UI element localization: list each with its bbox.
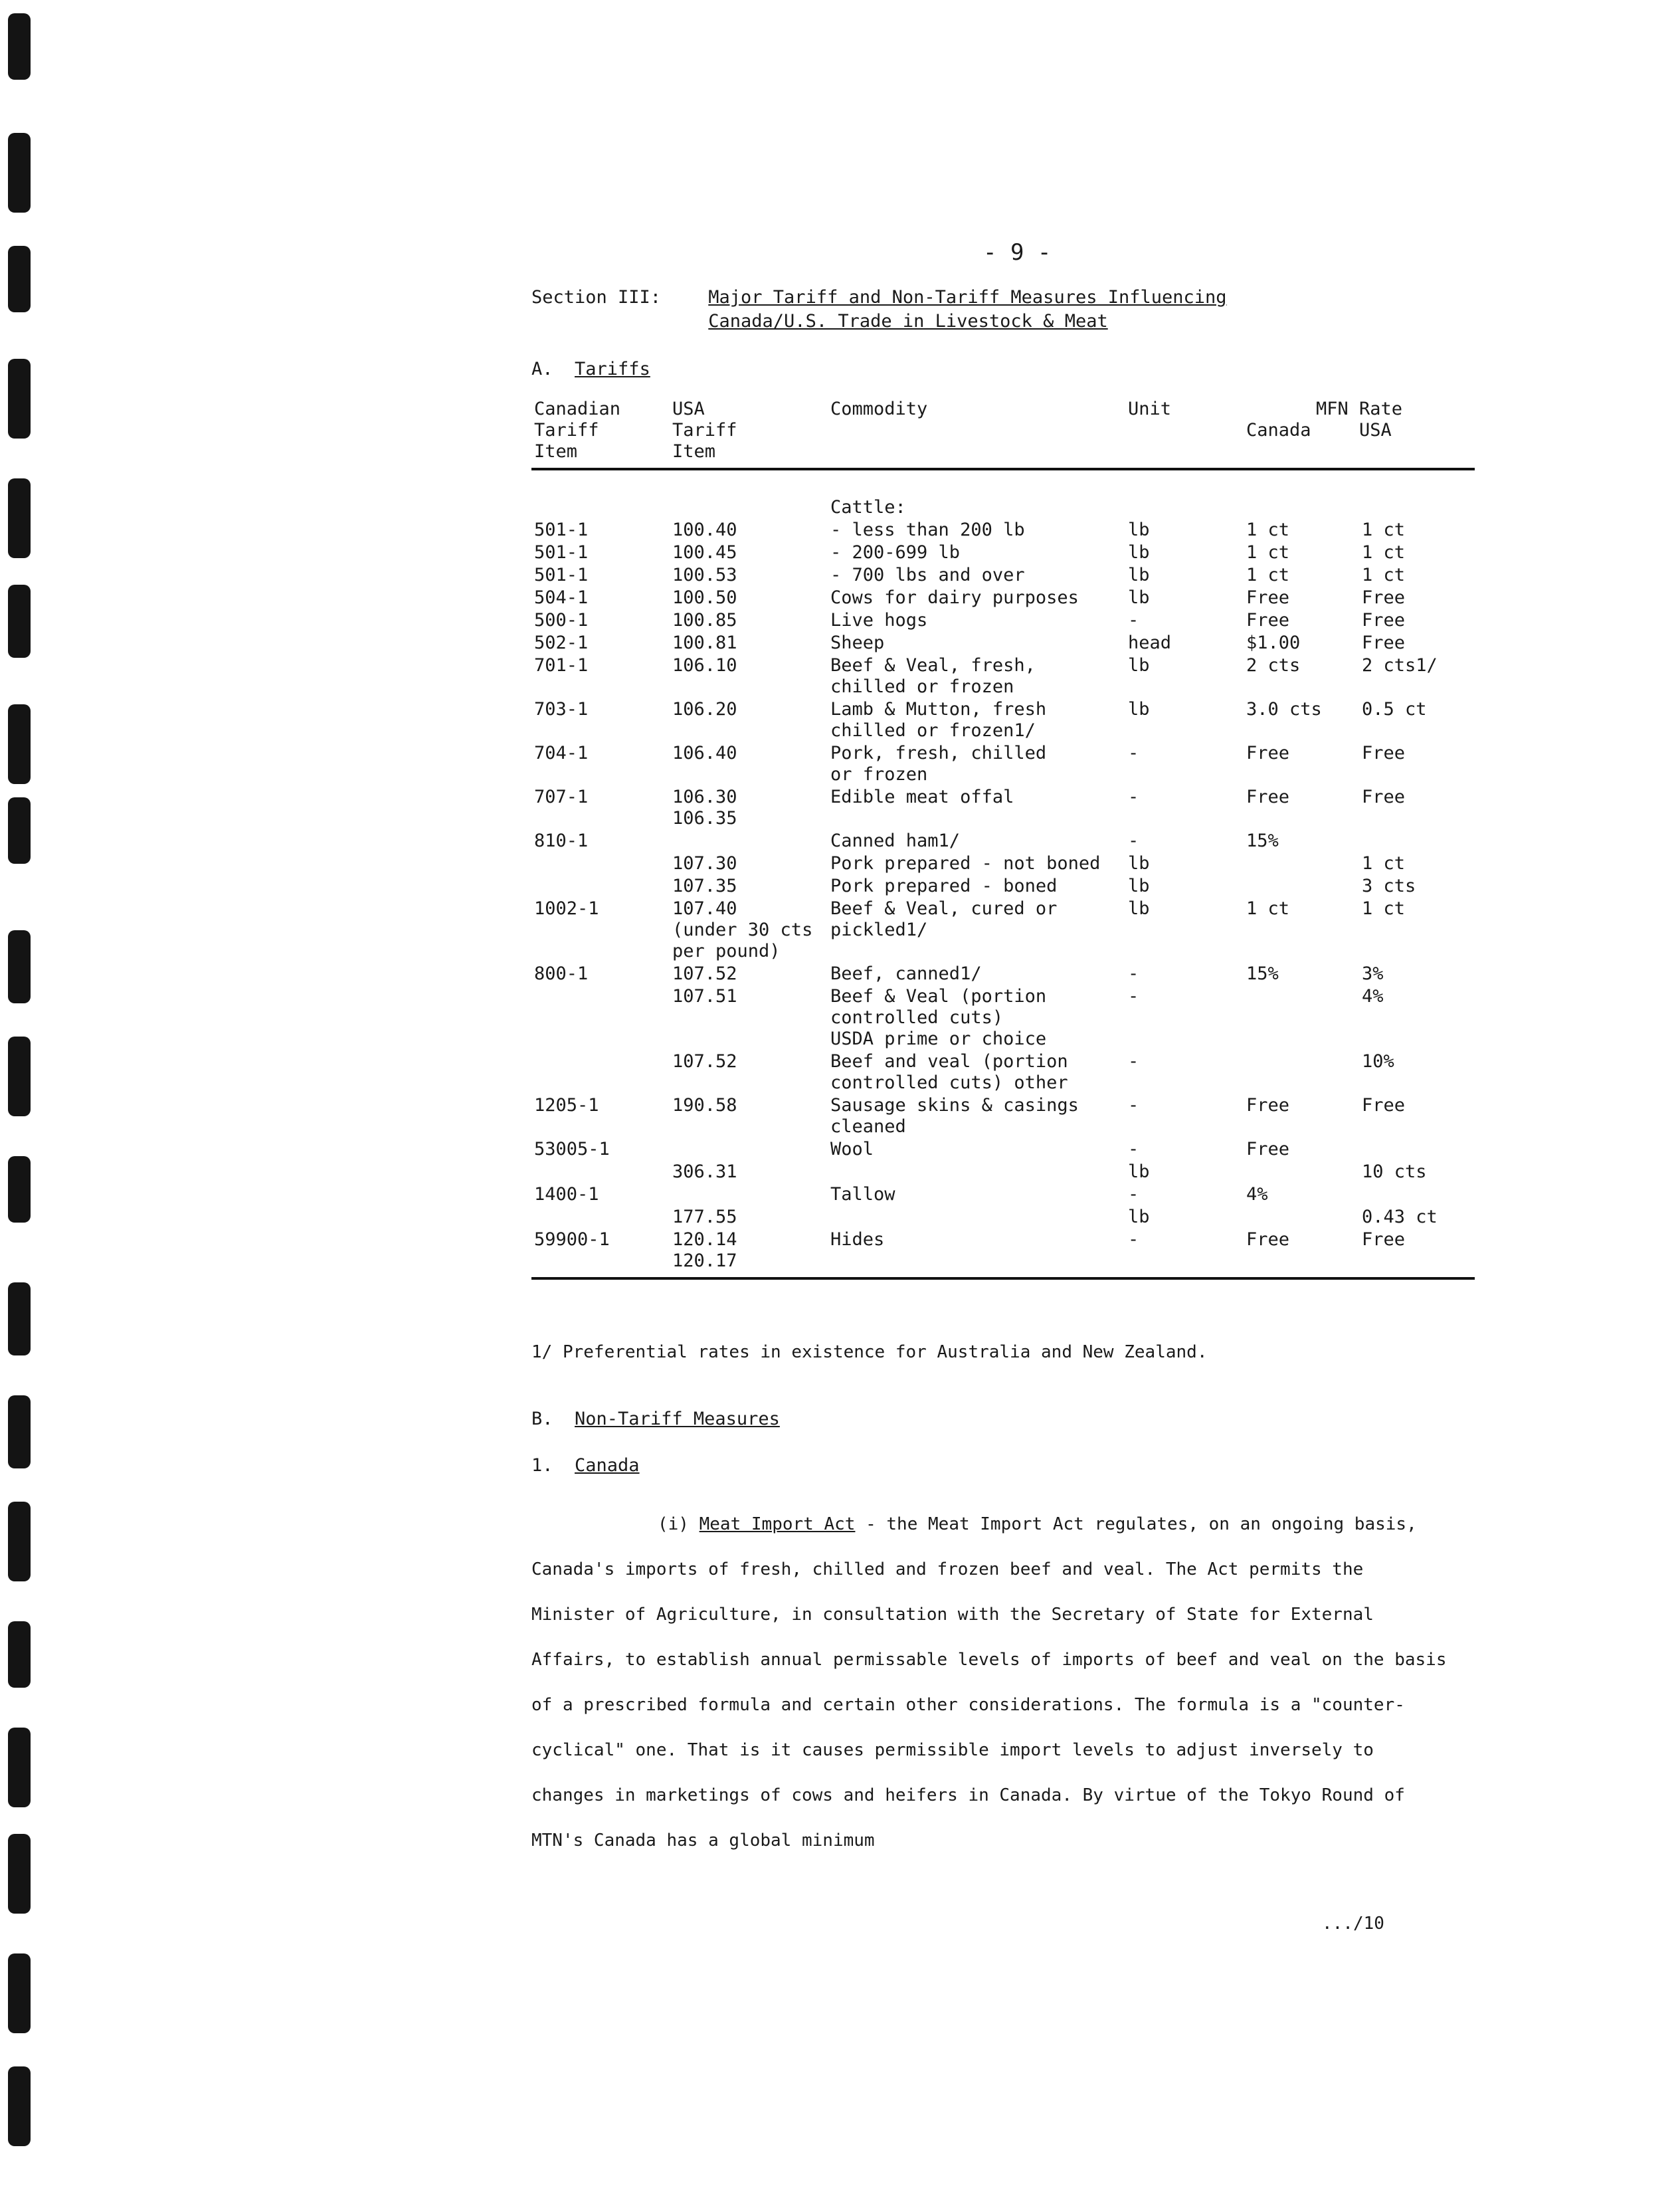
cell-mfn-usa (1359, 830, 1475, 852)
cell-usa-item: 100.40 (672, 520, 737, 540)
cell-commodity: Cattle: (830, 497, 906, 518)
cell-canadian-item: 501-1 (534, 565, 589, 585)
cell-canadian-item: 701-1 (534, 655, 589, 676)
cell-usa-item: 306.31 (672, 1161, 737, 1182)
cell-mfn-usa: Free (1359, 1229, 1475, 1278)
cell-canadian-item: 800-1 (534, 963, 589, 984)
table-row (531, 1206, 1475, 1229)
cell-mfn-canada: 15% (1246, 831, 1279, 851)
cell-commodity: - 200-699 lb (830, 542, 961, 563)
cell-mfn-canada: 4% (1246, 1184, 1268, 1205)
cell-canadian-item: 59900-1 (531, 1229, 670, 1278)
cell-unit: - (1128, 986, 1139, 1007)
col-usa-tariff-item: USA Tariff Item (670, 399, 828, 469)
cell-mfn-canada: 1 ct (1246, 520, 1290, 540)
cell-mfn-usa: 1 ct (1362, 520, 1406, 540)
cell-mfn-canada (1244, 985, 1359, 1050)
cell-canadian-item: 810-1 (534, 831, 589, 851)
binding-holes (0, 0, 80, 2198)
cell-usa-item: 107.52 (672, 1051, 737, 1072)
table-row (531, 852, 1475, 875)
table-row (531, 875, 1475, 898)
col-commodity: Commodity (828, 399, 1125, 469)
mfn-rate-label: MFN Rate (1315, 399, 1403, 419)
cell-canadian-item: 500-1 (534, 610, 589, 631)
cell-canadian-item: 703-1 (534, 699, 589, 720)
cell-unit: head (1128, 633, 1172, 653)
cell-commodity: Beef & Veal, cured or pickled1/ (830, 898, 1058, 940)
cell-mfn-canada: 1 ct (1246, 565, 1290, 585)
cell-unit (1125, 469, 1244, 519)
cell-mfn-canada: 15% (1246, 963, 1279, 984)
tariff-table (531, 399, 1475, 1280)
non-tariff-heading (531, 1409, 780, 1429)
cell-commodity: Wool (830, 1139, 874, 1159)
canada-heading (531, 1455, 640, 1476)
cell-commodity: Beef, canned1/ (830, 963, 982, 984)
cell-canadian-item: 704-1 (534, 743, 589, 763)
table-row (531, 830, 1475, 852)
cell-commodity: Live hogs (830, 610, 928, 631)
table-footnote: 1/ Preferential rates in existence for Australia and New Zealand. (531, 1342, 1208, 1362)
cell-mfn-usa: 1 ct (1362, 898, 1406, 919)
cell-unit: lb (1128, 876, 1150, 896)
cell-canadian-item: 1205-1 (534, 1095, 599, 1116)
cell-mfn-usa: 10 cts (1362, 1161, 1427, 1182)
cell-mfn-usa: 0.5 ct (1362, 699, 1427, 720)
cell-canadian-item: 501-1 (534, 520, 589, 540)
cell-usa-item: 120.14 120.17 (670, 1229, 828, 1278)
cell-unit: - (1128, 963, 1139, 984)
cell-mfn-canada: 2 cts (1246, 655, 1301, 676)
cell-unit: lb (1128, 898, 1150, 919)
cell-mfn-usa: Free (1362, 787, 1406, 807)
cell-commodity: Pork, fresh, chilled or frozen (830, 743, 1047, 785)
tariffs-heading (531, 359, 650, 379)
cell-mfn-usa: 1 ct (1362, 565, 1406, 585)
cell-mfn-usa: 3% (1362, 963, 1384, 984)
section-title-line: Major Tariff and Non-Tariff Measures Influencing (708, 287, 1227, 308)
col-canadian-tariff-item: Canadian Tariff Item (531, 399, 670, 469)
cell-unit: - (1128, 610, 1139, 631)
cell-commodity: - less than 200 lb (830, 520, 1025, 540)
cell-unit: lb (1128, 520, 1150, 540)
cell-canadian-item: 1002-1 (534, 898, 599, 919)
cell-usa-item: 100.45 (672, 542, 737, 563)
cell-commodity: Beef and veal (portion controlled cuts) other (830, 1051, 1068, 1093)
cell-mfn-usa: Free (1362, 743, 1406, 763)
heading-title: Canada (575, 1455, 640, 1476)
cell-mfn-usa: Free (1362, 633, 1406, 653)
cell-usa-item: 100.53 (672, 565, 737, 585)
cell-commodity: Tallow (830, 1184, 895, 1205)
table-row (531, 1161, 1475, 1183)
cell-usa-item: 106.20 (672, 699, 737, 720)
cell-mfn-canada (1244, 1161, 1359, 1183)
cell-usa-item (670, 830, 828, 852)
cell-canadian-item (531, 875, 670, 898)
cell-mfn-usa: 1 ct (1362, 542, 1406, 563)
cell-commodity (828, 1161, 1125, 1183)
cell-unit: lb (1128, 587, 1150, 608)
cell-usa-item: 100.85 (672, 610, 737, 631)
cell-canadian-item (531, 985, 670, 1050)
cell-mfn-usa: 0.43 ct (1362, 1207, 1438, 1227)
cell-mfn-canada (1244, 1050, 1359, 1094)
section-label: Section III: (531, 287, 662, 308)
heading-letter: B. (531, 1409, 553, 1429)
cell-usa-item: 107.52 (672, 963, 737, 984)
table-row (531, 1094, 1475, 1138)
cell-canadian-item (531, 469, 670, 519)
cell-mfn-usa: Free (1362, 587, 1406, 608)
cell-canadian-item (531, 1050, 670, 1094)
table-row (531, 1050, 1475, 1094)
paragraph-term: Meat Import Act (699, 1514, 856, 1534)
cell-commodity: - 700 lbs and over (830, 565, 1025, 585)
heading-number: 1. (531, 1455, 553, 1476)
paragraph-lead: (i) (658, 1514, 689, 1534)
cell-mfn-canada (1244, 469, 1359, 519)
meat-import-act-paragraph (531, 1502, 1448, 1863)
cell-usa-item: 106.10 (672, 655, 737, 676)
section-title (708, 286, 1226, 334)
cell-unit: - (1128, 743, 1139, 763)
table-row (531, 564, 1475, 587)
paragraph-text: - the Meat Import Act regulates, on an ongoing basis, Canada's imports of fresh, chilled and frozen beef and veal. The Act permits the Minister of Agriculture, in consultation with the Secretary of State for External Affairs, to establish annual permissable levels of imports of beef and veal on the basis of a prescribed formula and certain other considerations. The formula is a "counter-cyclical" one. That is it causes permissible import levels to adjust inversely to changes in marketings of cows and heifers in Canada. By virtue of the Tokyo Round of MTN's Canada has a global minimum (531, 1514, 1447, 1850)
table-row (531, 1138, 1475, 1161)
cell-commodity: Edible meat offal (830, 787, 1014, 807)
cell-usa-item: 190.58 (672, 1095, 737, 1116)
cell-usa-item (670, 1183, 828, 1206)
cell-commodity: Beef & Veal, fresh, chilled or frozen (830, 655, 1036, 697)
table-row (531, 542, 1475, 564)
cell-usa-item: 177.55 (672, 1207, 737, 1227)
table-row (531, 1183, 1475, 1206)
cell-unit: lb (1128, 1161, 1150, 1182)
cell-usa-item (670, 1138, 828, 1161)
cell-commodity: Hides (828, 1229, 1125, 1278)
cell-mfn-canada (1244, 1206, 1359, 1229)
cell-commodity (828, 1206, 1125, 1229)
cell-mfn-usa: 2 cts1/ (1362, 655, 1438, 676)
cell-mfn-usa (1359, 1183, 1475, 1206)
cell-unit: lb (1128, 853, 1150, 874)
cell-usa-item: 106.40 (672, 743, 737, 763)
cell-mfn-canada: Free (1246, 610, 1290, 631)
cell-unit: lb (1128, 542, 1150, 563)
cell-unit: lb (1128, 699, 1150, 720)
cell-commodity: Lamb & Mutton, fresh chilled or frozen1/ (830, 699, 1047, 741)
cell-mfn-canada: 3.0 cts (1246, 699, 1322, 720)
cell-mfn-usa (1359, 469, 1475, 519)
table-row (531, 654, 1475, 698)
tariff-table-body (531, 469, 1475, 1278)
table-row (531, 469, 1475, 519)
cell-commodity: Canned ham1/ (830, 831, 961, 851)
cell-unit: - (1128, 1184, 1139, 1205)
cell-commodity: Cows for dairy purposes (830, 587, 1079, 608)
cell-mfn-canada: $1.00 (1246, 633, 1301, 653)
cell-canadian-item: 501-1 (534, 542, 589, 563)
cell-canadian-item: 504-1 (534, 587, 589, 608)
table-row (531, 985, 1475, 1050)
cell-mfn-usa (1359, 1138, 1475, 1161)
cell-usa-item (670, 469, 828, 519)
cell-canadian-item: 53005-1 (534, 1139, 610, 1159)
col-mfn-usa: USA (1359, 420, 1392, 441)
table-row (531, 1229, 1475, 1278)
cell-canadian-item: 502-1 (534, 633, 589, 653)
continued-marker: .../10 (1322, 1914, 1384, 1934)
cell-mfn-usa: Free (1362, 610, 1406, 631)
cell-canadian-item: 707-1 (534, 787, 589, 807)
cell-mfn-canada: Free (1246, 743, 1290, 763)
section-title-line: Canada/U.S. Trade in Livestock & Meat (708, 311, 1108, 332)
cell-mfn-canada (1244, 875, 1359, 898)
cell-commodity: Sheep (830, 633, 885, 653)
table-row (531, 786, 1475, 830)
cell-unit: - (1128, 1139, 1139, 1159)
cell-usa-item: 107.40 (under 30 cts per pound) (672, 898, 813, 961)
table-row (531, 742, 1475, 786)
cell-commodity: Beef & Veal (portion controlled cuts) USDA prime or choice (830, 986, 1047, 1049)
cell-unit: - (1125, 1229, 1244, 1278)
cell-unit: lb (1128, 655, 1150, 676)
cell-canadian-item (531, 1206, 670, 1229)
cell-unit: - (1128, 1051, 1139, 1072)
cell-unit: lb (1128, 565, 1150, 585)
cell-canadian-item (531, 852, 670, 875)
cell-mfn-canada: Free (1246, 1095, 1290, 1116)
table-row (531, 587, 1475, 609)
cell-usa-item: 100.81 (672, 633, 737, 653)
cell-unit: - (1128, 831, 1139, 851)
heading-title: Non-Tariff Measures (575, 1409, 780, 1429)
cell-mfn-usa: 3 cts (1362, 876, 1416, 896)
cell-canadian-item: 1400-1 (534, 1184, 599, 1205)
cell-commodity: Sausage skins & casings cleaned (830, 1095, 1079, 1137)
cell-mfn-usa: 1 ct (1362, 853, 1406, 874)
page-number: - 9 - (983, 239, 1052, 266)
table-row (531, 698, 1475, 742)
table-row (531, 632, 1475, 654)
cell-usa-item: 106.30 106.35 (672, 787, 737, 829)
col-mfn-canada: Canada (1246, 420, 1311, 441)
cell-mfn-canada: 1 ct (1246, 898, 1290, 919)
cell-unit: - (1128, 1095, 1139, 1116)
cell-mfn-usa: Free (1362, 1095, 1406, 1116)
cell-usa-item: 100.50 (672, 587, 737, 608)
heading-title: Tariffs (575, 359, 650, 379)
table-row (531, 963, 1475, 985)
cell-mfn-usa: 10% (1362, 1051, 1394, 1072)
cell-commodity: Pork prepared - not boned (830, 853, 1101, 874)
cell-usa-item: 107.51 (672, 986, 737, 1007)
cell-mfn-canada: Free (1244, 1229, 1359, 1278)
cell-usa-item: 107.30 (672, 853, 737, 874)
cell-mfn-canada (1244, 852, 1359, 875)
cell-mfn-canada: Free (1246, 787, 1290, 807)
cell-canadian-item (531, 1161, 670, 1183)
cell-usa-item: 107.35 (672, 876, 737, 896)
cell-mfn-canada: 1 ct (1246, 542, 1290, 563)
table-row (531, 519, 1475, 542)
col-mfn-rate (1244, 399, 1475, 469)
cell-unit: - (1128, 787, 1139, 807)
table-row (531, 609, 1475, 632)
cell-mfn-canada: Free (1246, 1139, 1290, 1159)
cell-mfn-usa: 4% (1362, 986, 1384, 1007)
cell-unit: lb (1128, 1207, 1150, 1227)
table-row (531, 898, 1475, 963)
heading-letter: A. (531, 359, 553, 379)
cell-commodity: Pork prepared - boned (830, 876, 1058, 896)
col-unit: Unit (1125, 399, 1244, 469)
cell-mfn-canada: Free (1246, 587, 1290, 608)
section-heading (531, 286, 1227, 334)
